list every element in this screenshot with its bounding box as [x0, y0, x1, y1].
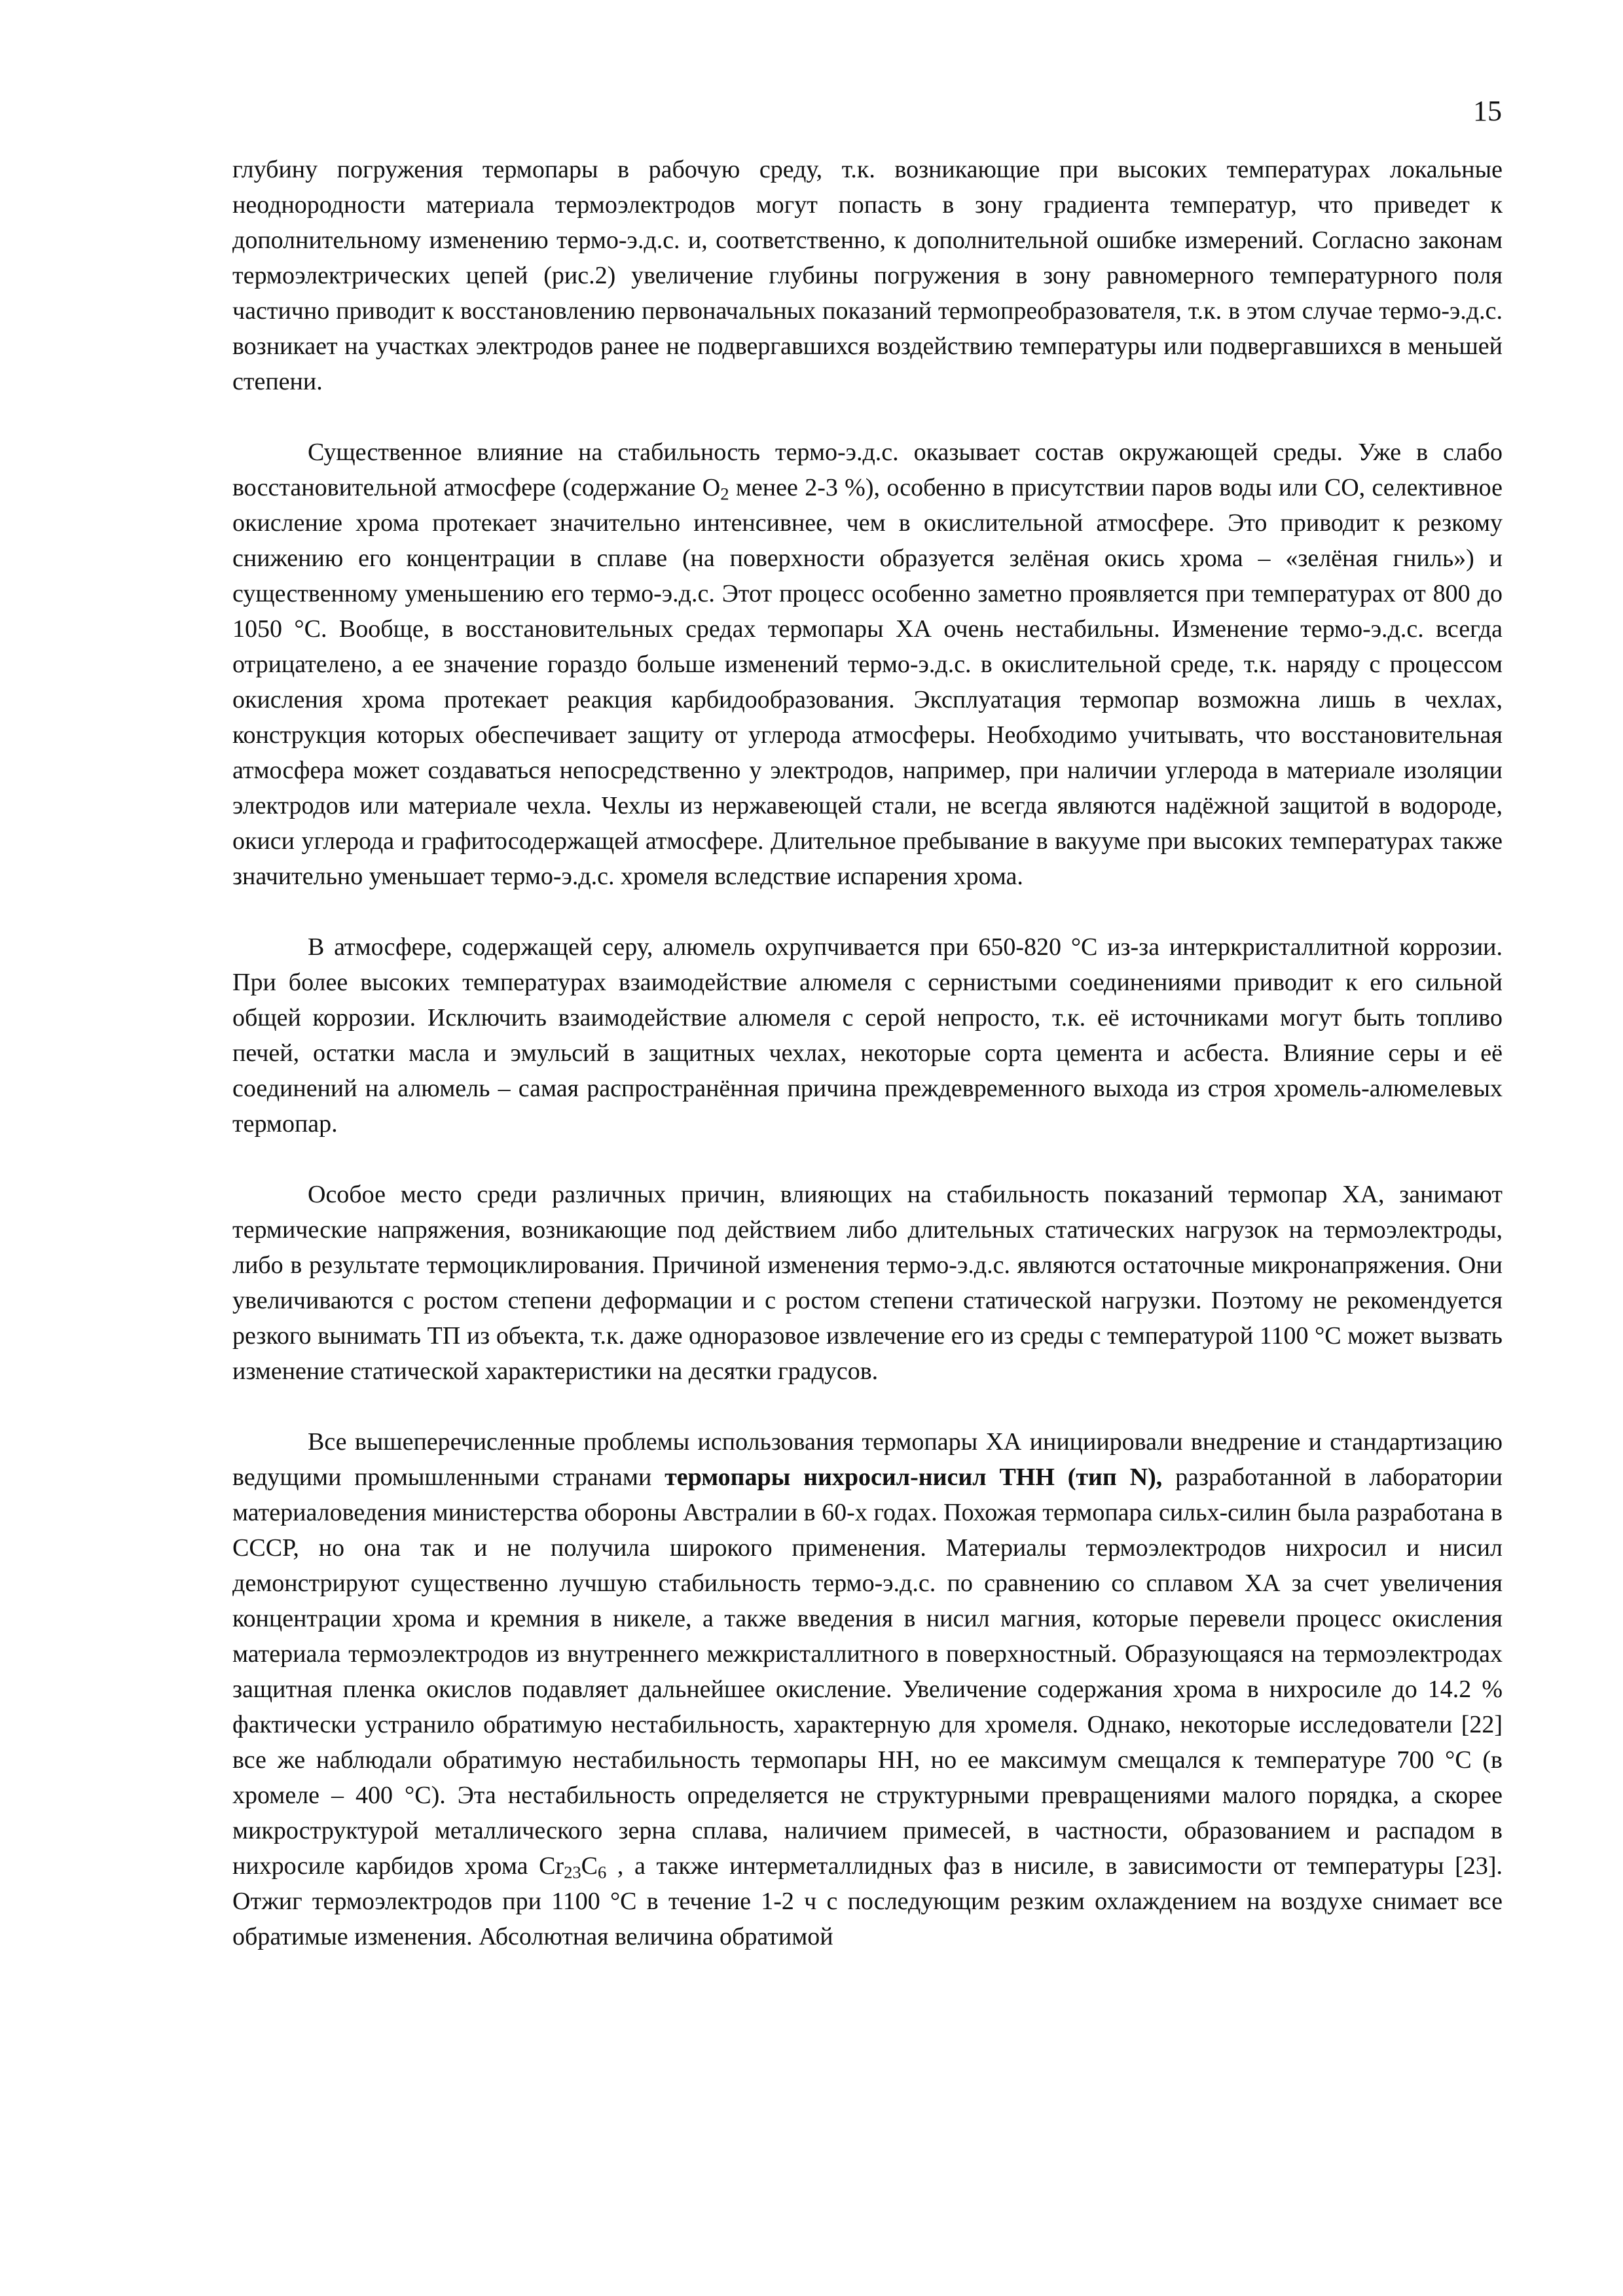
carbide-subscript-1: 23: [564, 1862, 581, 1882]
paragraph-2-text-b: менее 2-3 %), особенно в присутствии паров воды или CO, селективное окисление хрома протекает значительно интенсивнее, чем в окислительной атмосфере. Это приводит к резкому снижению его концентрации в сплаве (на поверхности образуется зелёная окись хрома – «зелёная гниль») и существенному уменьшению его термо-э.д.с. Этот процесс особенно заметно проявляется при температурах от 800 до 1050 °С. Вообще, в восстановительных средах термопары ХА очень нестабильны. Изменение термо-э.д.с. всегда отрицателено, а ее значение гораздо больше изменений термо-э.д.с. в окислительной среде, т.к. наряду с процессом окисления хрома протекает реакция карбидообразования. Эксплуатация термопар возможна лишь в чехлах, конструкция которых обеспечивает защиту от углерода атмосферы. Необходимо учитывать, что восстановительная атмосфера может создаваться непосредственно у электродов, например, при наличии углерода в материале изоляции электродов или материале чехла. Чехлы из нержавеющей стали, не всегда являются надёжной защитой в водороде, окиси углерода и графитосодержащей атмосфере. Длительное пребывание в вакууме при высоких температурах также значительно уменьшает термо-э.д.с. хромеля вследствие испарения хрома.: [232, 474, 1503, 890]
paragraph-2-text-a: Существенное влияние на стабильность термо-э.д.с. оказывает состав окружающей среды. Уже в слабо восстановительной атмосфере (содержание O: [232, 439, 1503, 501]
paragraph-5-text-d: , а также интерметаллидных фаз в нисиле, в зависимости от температуры [23]. Отжиг термоэлектродов при 1100 °С в течение 1-2 ч с последующим резким охлаждением на воздухе снимает все обратимые изменения. Абсолютная величина обратимой: [232, 1852, 1503, 1950]
paragraph-4: Особое место среди различных причин, влияющих на стабильность показаний термопар ХА, занимают термические напряжения, возникающие под действием либо длительных статических нагрузок на термоэлектроды, либо в результате термоциклирования. Причиной изменения термо-э.д.с. являются остаточные микронапряжения. Они увеличиваются с ростом степени деформации и с ростом степени статической нагрузки. Поэтому не рекомендуется резкого вынимать ТП из объекта, т.к. даже одноразовое извлечение его из среды с температурой 1100 °С может вызвать изменение статической характеристики на десятки градусов.: [232, 1181, 1503, 1385]
carbide-subscript-2: 6: [598, 1862, 607, 1882]
paragraph-1: глубину погружения термопары в рабочую среду, т.к. возникающие при высоких температурах локальные неоднородности материала термоэлектродов могут попасть в зону градиента температур, что приведет к дополнительному изменению термо-э.д.с. и, соответственно, к дополнительной ошибке измерений. Согласно законам термоэлектрических цепей (рис.2) увеличение глубины погружения в зону равномерного температурного поля частично приводит к восстановлению первоначальных показаний термопреобразователя, т.к. в этом случае термо-э.д.с. возникает на участках электродов ранее не подвергавшихся воздействию температуры или подвергавшихся в меньшей степени.: [232, 156, 1503, 395]
paragraph-5-text-a: Все вышеперечисленные проблемы использования термопары ХА инициировали внедрение и стандартизацию ведущими промышленными странами: [232, 1428, 1503, 1491]
oxygen-subscript: 2: [720, 484, 729, 504]
body-text: [232, 152, 1503, 1954]
paragraph-5: [232, 1424, 1503, 1954]
paragraph-5-text-c: C: [581, 1852, 598, 1880]
paragraph-2: [232, 435, 1503, 894]
paragraph-5-bold-term: термопары нихросил-нисил ТНН (тип N),: [665, 1463, 1163, 1491]
paragraph-5-text-b: разработанной в лаборатории материаловедения министерства обороны Австралии в 60-х годах. Похожая термопара сильх-силин была разработана в СССР, но она так и не получила широкого применения. Материалы термоэлектродов нихросил и нисил демонстрируют существенно лучшую стабильность термо-э.д.с. по сравнению со сплавом ХА за счет увеличения концентрации хрома и кремния в никеле, а также введения в нисил магния, которые перевели процесс окисления материала термоэлектродов из внутреннего межкристаллитного в поверхностный. Образующаяся на термоэлектродах защитная пленка окислов подавляет дальнейшее окисление. Увеличение содержания хрома в нихросиле до 14.2 % фактически устранило обратимую нестабильность, характерную для хромеля. Однако, некоторые исследователи [22] все же наблюдали обратимую нестабильность термопары НН, но ее максимум смещался к температуре 700 °С (в хромеле – 400 °С). Эта нестабильность определяется не структурными превращениями малого порядка, а скорее микроструктурой металлического зерна сплава, наличием примесей, в частности, образованием и распадом в нихросиле карбидов хрома Cr: [232, 1463, 1503, 1880]
page-number: 15: [1473, 95, 1502, 127]
paragraph-3: В атмосфере, содержащей серу, алюмель охрупчивается при 650-820 °С из-за интеркристаллитной коррозии. При более высоких температурах взаимодействие алюмеля с сернистыми соединениями приводит к его сильной общей коррозии. Исключить взаимодействие алюмеля с серой непросто, т.к. её источниками могут быть топливо печей, остатки масла и эмульсий в защитных чехлах, некоторые сорта цемента и асбеста. Влияние серы и её соединений на алюмель – самая распространённая причина преждевременного выхода из строя хромель-алюмелевых термопар.: [232, 933, 1503, 1138]
